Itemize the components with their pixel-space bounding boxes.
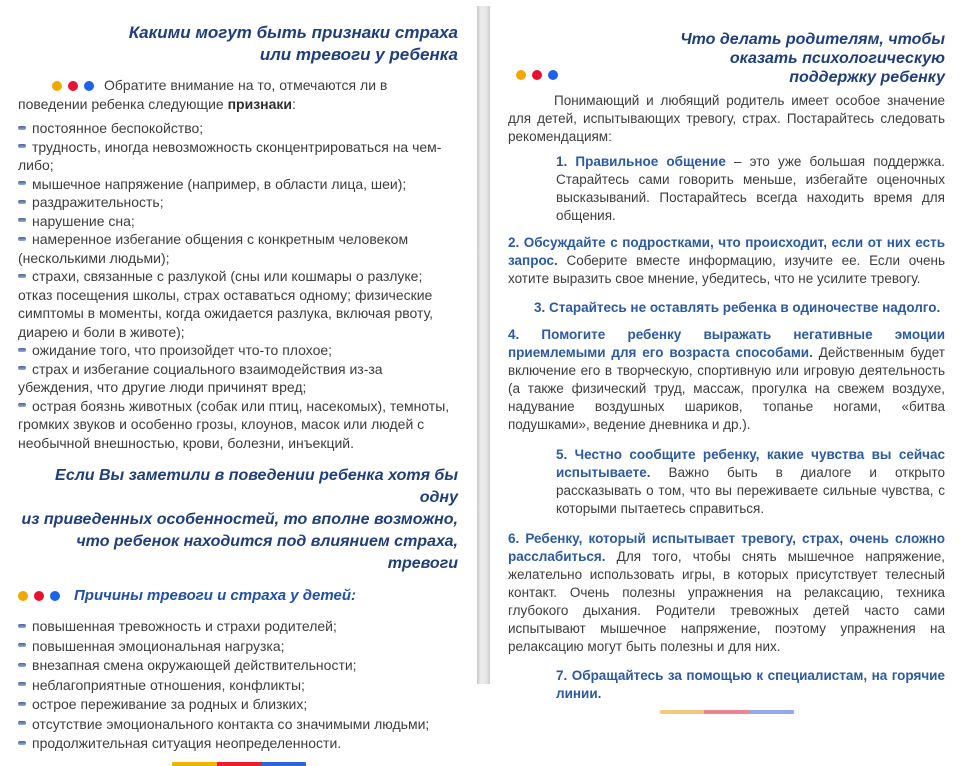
red-dot-icon <box>532 70 542 80</box>
recommendation-item-1 <box>556 153 945 225</box>
blue-dot-icon <box>548 70 558 80</box>
sign-text: намеренное избегание общения с конкретным человеком (несколькими людьми); <box>18 231 409 266</box>
recommendation-rest: – это уже большая поддержка. Старайтесь сами говорить меньше, избегайте оценочных высказываний. Постарайтесь всегда находить время для общения. <box>556 154 946 223</box>
left-subtitle-line-1: Если Вы заметили в поведении ребенка хотя бы одну <box>55 467 458 506</box>
sign-text: мышечное напряжение (например, в области лица, шеи); <box>32 175 407 192</box>
list-item <box>18 695 460 715</box>
list-item <box>18 715 460 735</box>
red-dot-icon <box>34 591 44 601</box>
dash-bullet-icon <box>18 366 26 370</box>
intro-text-post: : <box>292 96 296 112</box>
dash-bullet-icon <box>18 643 26 647</box>
recommendation-item-5 <box>556 446 945 518</box>
list-item <box>18 138 460 175</box>
recommendation-lead: 4. Помогите ребенку выражать негативные эмоции приемлемыми для его возраста способами. <box>508 327 945 360</box>
list-item <box>18 212 460 231</box>
sign-text: страхи, связанные с разлукой (сны или кошмары о разлуке; отказ посещения школы, страх оставаться одному; физические симптомы в моменты, когда ожидается разлука, включая рвоту, диарею и боли в животе); <box>18 268 434 340</box>
sign-text: острая боязнь животных (собак или птиц, насекомых), темноты, громких звуков и особенно грозы, клоунов, масок или людей с необычной внешностью, крови, болезни, инъекций. <box>18 397 450 451</box>
left-title-line-2: или тревоги у ребенка <box>259 45 458 64</box>
right-title-line-1: Что делать родителям, чтобы <box>680 31 945 48</box>
recommendation-item-2 <box>508 234 945 288</box>
dash-bullet-icon <box>18 237 26 241</box>
dash-bullet-icon <box>18 181 26 185</box>
bar-segment-blue <box>261 762 306 766</box>
list-item <box>18 637 460 657</box>
list-item <box>18 341 460 360</box>
amber-dot-icon <box>18 591 28 601</box>
recommendation-rest: Для того, чтобы снять мышечное напряжение, желательно использовать игры, в которых присутствует телесный контакт. Очень полезны упражнения на релаксацию, техника глубокого дыхания. Родители тревожных детей часто сами испытывают мышечное напряжение, поэтому упражнения на релаксацию могут быть полезны и для них. <box>508 549 945 654</box>
dash-bullet-icon <box>18 274 26 278</box>
recommendation-rest: Соберите вместе информацию, изучите ее. Если очень хотите выразить свое мнение, убедитесь, что не усилите тревогу. <box>508 253 945 286</box>
list-item <box>18 193 460 212</box>
page-right <box>508 30 945 714</box>
left-subtitle-line-3: что ребенок находится под влиянием страха, тревоги <box>76 533 458 572</box>
cause-text: продолжительная ситуация неопределенности. <box>32 735 342 751</box>
right-title-line-2: оказать психологическую <box>729 50 945 67</box>
amber-dot-icon <box>52 81 62 91</box>
recommendation-lead: 1. Правильное общение <box>556 154 726 169</box>
tricolor-dots-icon <box>18 591 60 601</box>
cause-text: повышенная тревожность и страхи родителей; <box>32 618 337 634</box>
dash-bullet-icon <box>18 218 26 222</box>
right-intro-paragraph: Понимающий и любящий родитель имеет особое значение для детей, испытывающих тревогу, страх. Постарайтесь следовать рекомендациям: <box>508 93 945 144</box>
bar-segment-blue <box>749 710 794 714</box>
dash-bullet-icon <box>18 348 26 352</box>
list-item <box>18 230 460 267</box>
signs-list <box>18 119 460 452</box>
cause-text: неблагоприятные отношения, конфликты; <box>32 676 305 693</box>
recommendation-lead: 2. Обсуждайте с подростками, что происходит, если от них есть запрос. <box>508 235 945 268</box>
cause-text: отсутствие эмоционального контакта со значимыми людьми; <box>32 715 430 732</box>
recommendation-item-7 <box>556 667 945 703</box>
recommendation-item-6 <box>508 530 945 656</box>
list-item <box>18 397 460 453</box>
dash-bullet-icon <box>18 403 26 407</box>
list-item <box>18 175 460 194</box>
tricolor-dots-icon <box>516 70 558 80</box>
recommendation-item-3 <box>534 299 945 317</box>
left-title-line-1: Какими могут быть признаки страха <box>128 23 458 42</box>
recommendation-rest: Действенным будет включение его в творческую, спортивную или игровую деятельность (а также физический труд, массаж, прогулка на свежем воздухе, надувание воздушных шариков, топанье ногами, «битва подушками», ведение дневника и др.). <box>508 345 945 432</box>
bar-segment-yellow <box>660 710 705 714</box>
sign-text: ожидание того, что произойдет что-то плохое; <box>32 342 333 358</box>
tricolor-footer-bar <box>660 710 794 714</box>
intro-text-bold: признаки <box>227 96 293 112</box>
left-intro-paragraph <box>18 76 460 114</box>
list-item <box>18 676 460 696</box>
dash-bullet-icon <box>18 682 26 686</box>
tricolor-footer-bar <box>172 762 306 766</box>
causes-heading <box>18 587 460 604</box>
page-gutter-divider <box>477 6 490 684</box>
blue-dot-icon <box>50 591 60 601</box>
list-item <box>18 267 460 341</box>
bar-segment-red <box>217 762 262 766</box>
right-page-title <box>508 30 945 87</box>
causes-heading-text: Причины тревоги и страха у детей: <box>74 587 357 604</box>
dash-bullet-icon <box>18 144 26 148</box>
blue-dot-icon <box>84 81 94 91</box>
dash-bullet-icon <box>18 741 26 745</box>
list-item <box>18 617 460 637</box>
right-title-line-3: поддержку ребенку <box>789 69 945 86</box>
recommendation-lead: 6. Ребенку, который испытывает тревогу, страх, очень сложно расслабиться. <box>508 531 945 564</box>
intro-text-pre: Обратите внимание на то, отмечаются ли в поведении ребенка следующие <box>18 77 388 112</box>
dash-bullet-icon <box>18 663 26 667</box>
recommendation-rest: Важно быть в диалоге и открыто рассказывать о том, что вы переживаете сильные чувства, с которыми пытаетесь справиться. <box>556 465 945 516</box>
dash-bullet-icon <box>18 624 26 628</box>
sign-text: трудность, иногда невозможность сконцентрироваться на чем-либо; <box>18 138 442 173</box>
cause-text: повышенная эмоциональная нагрузка; <box>32 637 285 654</box>
list-item <box>18 656 460 676</box>
cause-text: острое переживание за родных и близких; <box>32 696 308 712</box>
recommendation-lead: 3. Старайтесь не оставлять ребенка в одиночестве надолго. <box>534 300 941 315</box>
list-item <box>18 734 460 754</box>
left-page-title <box>18 22 460 66</box>
page-left <box>18 22 460 766</box>
list-item <box>18 119 460 138</box>
amber-dot-icon <box>516 70 526 80</box>
sign-text: нарушение сна; <box>32 212 135 229</box>
sign-text: страх и избегание социального взаимодействия из-за убеждения, что другие люди причинят вред; <box>18 360 383 395</box>
sign-text: постоянное беспокойство; <box>32 120 204 136</box>
recommendation-lead: 5. Честно сообщите ребенку, какие чувства вы сейчас испытываете. <box>556 447 945 480</box>
left-page-subtitle <box>18 465 460 575</box>
tricolor-dots-icon <box>52 81 94 91</box>
sign-text: раздражительность; <box>32 194 164 210</box>
dash-bullet-icon <box>18 721 26 725</box>
recommendation-lead: 7. Обращайтесь за помощью к специалистам, на горячие линии. <box>556 668 945 701</box>
bar-segment-red <box>704 710 749 714</box>
red-dot-icon <box>68 81 78 91</box>
dash-bullet-icon <box>18 126 26 130</box>
dash-bullet-icon <box>18 200 26 204</box>
list-item <box>18 360 460 397</box>
dash-bullet-icon <box>18 702 26 706</box>
recommendation-item-4 <box>508 326 945 434</box>
causes-list <box>18 617 460 754</box>
left-subtitle-line-2: из приведенных особенностей, то вполне возможно, <box>21 511 458 528</box>
bar-segment-yellow <box>172 762 217 766</box>
cause-text: внезапная смена окружающей действительности; <box>32 657 357 673</box>
